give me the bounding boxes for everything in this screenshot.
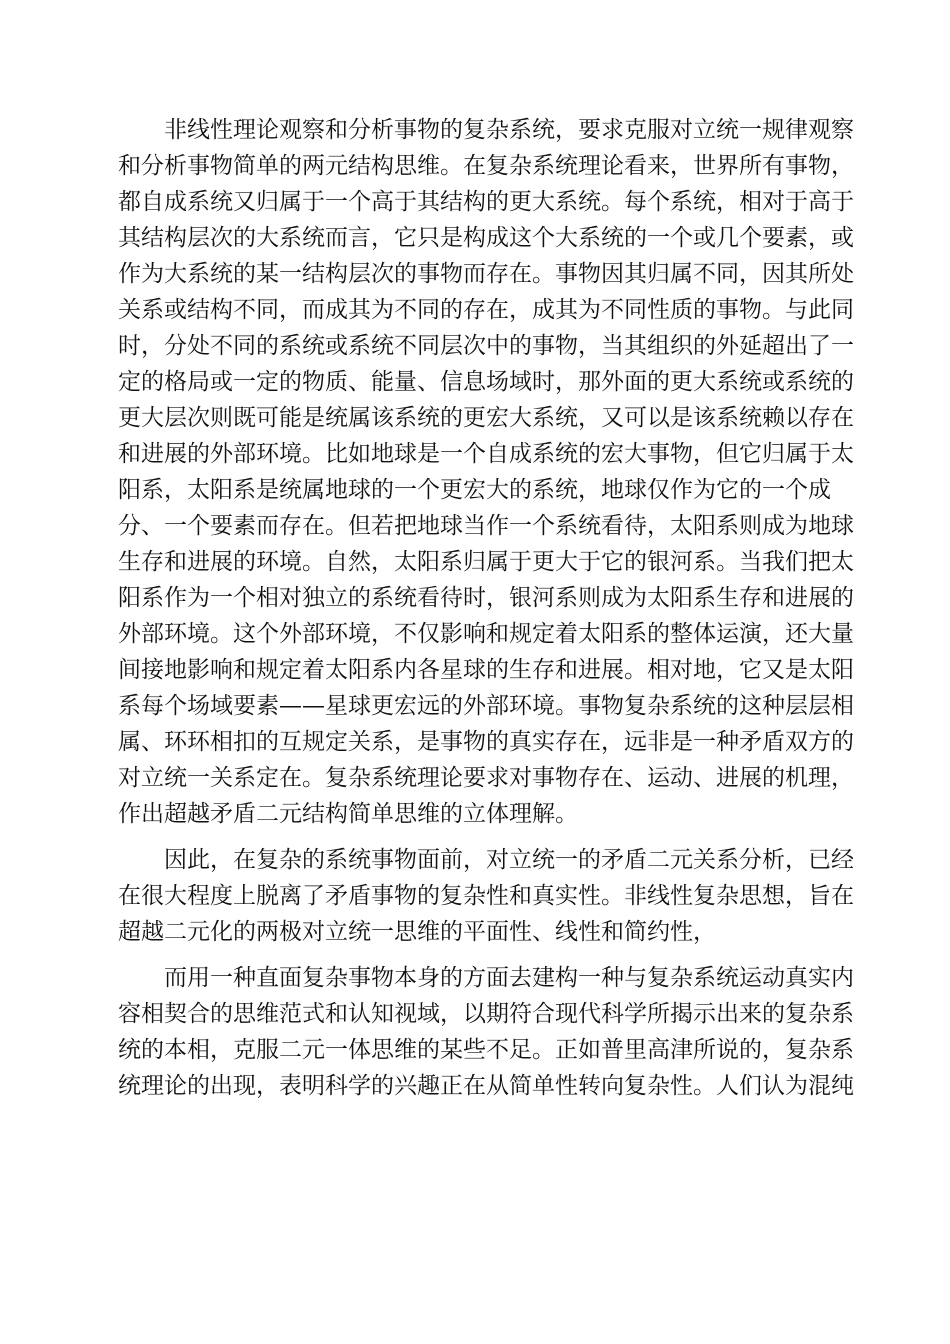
text-line: 定的格局或一定的物质、能量、信息场域时，那外面的更大系统或系统的: [118, 369, 854, 395]
text-line: 分、一个要素而存在。但若把地球当作一个系统看待，太阳系则成为地球: [118, 513, 854, 539]
text-line: 统的本相，克服二元一体思维的某些不足。正如普里高津所说的，复杂系: [118, 1037, 854, 1063]
text-line: 而用一种直面复杂事物本身的方面去建构一种与复杂系统运动真实内: [164, 965, 854, 991]
text-line: 外部环境。这个外部环境，不仅影响和规定着太阳系的整体运演，还大量: [118, 621, 854, 647]
text-line: 关系或结构不同，而成其为不同的存在，成其为不同性质的事物。与此同: [118, 297, 854, 323]
text-line: 超越二元化的两极对立统一思维的平面性、线性和简约性，: [118, 919, 716, 945]
text-line: 时，分处不同的系统或系统不同层次中的事物，当其组织的外延超出了一: [118, 333, 854, 359]
paragraph-gap: [118, 950, 838, 960]
text-line: 阳系作为一个相对独立的系统看待时，银河系则成为太阳系生存和进展的: [118, 585, 854, 611]
text-line: 阳系，太阳系是统属地球的一个更宏大的系统，地球仅作为它的一个成: [118, 477, 831, 503]
text-line: 作为大系统的某一结构层次的事物而存在。事物因其归属不同，因其所处: [118, 261, 854, 287]
text-line: 生存和进展的环境。自然，太阳系归属于更大于它的银河系。当我们把太: [118, 549, 854, 575]
text-line: 系每个场域要素——星球更宏远的外部环境。事物复杂系统的这种层层相: [118, 693, 854, 719]
text-line: 其结构层次的大系统而言，它只是构成这个大系统的一个或几个要素，或: [118, 225, 854, 251]
text-line: 属、环环相扣的互规定关系，是事物的真实存在，远非是一种矛盾双方的: [118, 729, 854, 755]
text-line: 间接地影响和规定着太阳系内各星球的生存和进展。相对地，它又是太阳: [118, 657, 854, 683]
text-line: 对立统一关系定在。复杂系统理论要求对事物存在、运动、进展的机理，: [118, 765, 854, 791]
text-line: 统理论的出现，表明科学的兴趣正在从简单性转向复杂性。人们认为混纯: [118, 1073, 854, 1099]
body-text: [118, 112, 854, 1104]
paragraph: [118, 112, 854, 832]
text-line: 都自成系统又归属于一个高于其结构的更大系统。每个系统，相对于高于: [118, 189, 854, 215]
paragraph: [118, 842, 854, 950]
text-line: 容相契合的思维范式和认知视域，以期符合现代科学所揭示出来的复杂系: [118, 1001, 854, 1027]
paragraph-gap: [118, 832, 838, 842]
text-line: 和分析事物简单的两元结构思维。在复杂系统理论看来，世界所有事物，: [118, 153, 854, 179]
text-line: 因此，在复杂的系统事物面前，对立统一的矛盾二元关系分析，已经: [164, 847, 854, 873]
text-line: 非线性理论观察和分析事物的复杂系统，要求克服对立统一规律观察: [164, 117, 854, 143]
paragraph: [118, 960, 854, 1104]
text-line: 作出超越矛盾二元结构简单思维的立体理解。: [118, 801, 578, 827]
text-line: 和进展的外部环境。比如地球是一个自成系统的宏大事物，但它归属于太: [118, 441, 854, 467]
text-line: 在很大程度上脱离了矛盾事物的复杂性和真实性。非线性复杂思想，旨在: [118, 883, 854, 909]
text-line: 更大层次则既可能是统属该系统的更宏大系统，又可以是该系统赖以存在: [118, 405, 854, 431]
